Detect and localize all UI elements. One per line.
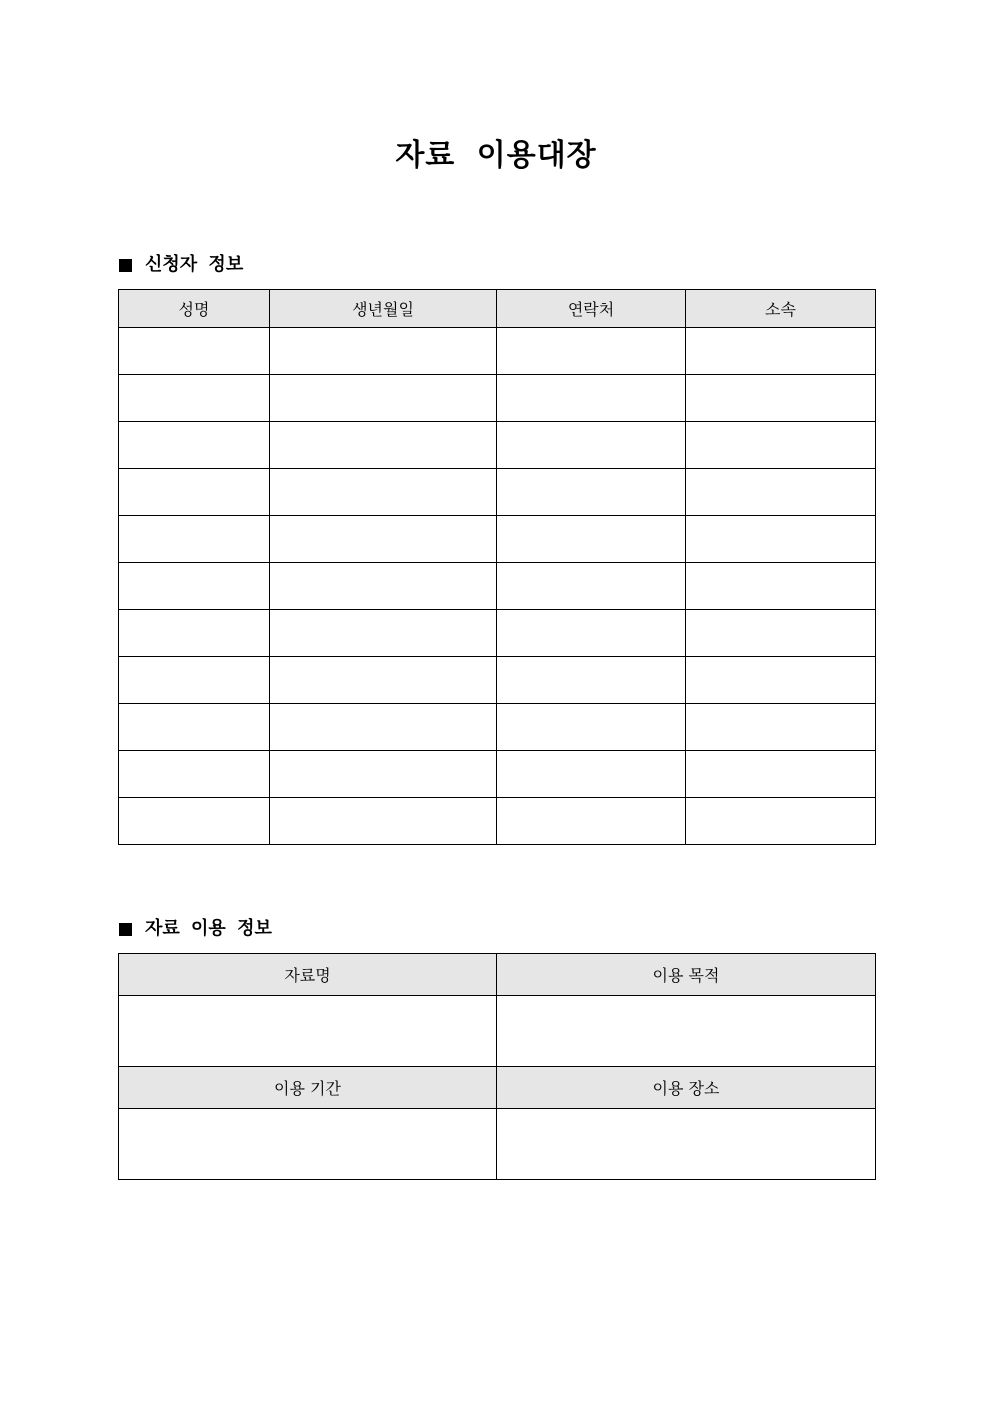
contact-cell[interactable] [497, 469, 686, 516]
usage-value-row [119, 1109, 876, 1180]
document-title: 자료 이용대장 [395, 138, 597, 173]
affiliation-cell[interactable] [686, 422, 876, 469]
affiliation-cell[interactable] [686, 328, 876, 375]
birthdate-cell[interactable] [270, 751, 497, 798]
name-cell[interactable] [119, 751, 270, 798]
birthdate-cell[interactable] [270, 704, 497, 751]
name-cell[interactable] [119, 422, 270, 469]
square-bullet-icon [119, 259, 132, 272]
usage-period-label: 이용 기간 [119, 1067, 497, 1109]
usage-section-heading-label: 자료 이용 정보 [145, 918, 272, 939]
table-row [119, 610, 876, 657]
usage-table [118, 953, 876, 1180]
usage-place-field[interactable] [497, 1109, 876, 1180]
table-row [119, 375, 876, 422]
name-cell[interactable] [119, 610, 270, 657]
name-cell[interactable] [119, 516, 270, 563]
birthdate-cell[interactable] [270, 422, 497, 469]
usage-section-heading [119, 917, 272, 941]
birthdate-cell[interactable] [270, 375, 497, 422]
table-row [119, 704, 876, 751]
name-cell[interactable] [119, 563, 270, 610]
contact-cell[interactable] [497, 422, 686, 469]
contact-cell[interactable] [497, 798, 686, 845]
contact-cell[interactable] [497, 328, 686, 375]
contact-cell[interactable] [497, 704, 686, 751]
column-header-affiliation: 소속 [686, 290, 876, 328]
birthdate-cell[interactable] [270, 798, 497, 845]
affiliation-cell[interactable] [686, 798, 876, 845]
affiliation-cell[interactable] [686, 375, 876, 422]
birthdate-cell[interactable] [270, 516, 497, 563]
name-cell[interactable] [119, 469, 270, 516]
material-name-field[interactable] [119, 996, 497, 1067]
applicant-table-header-row [119, 290, 876, 328]
table-row [119, 657, 876, 704]
applicant-section-heading [119, 253, 243, 277]
birthdate-cell[interactable] [270, 328, 497, 375]
column-header-birthdate: 생년월일 [270, 290, 497, 328]
usage-period-field[interactable] [119, 1109, 497, 1180]
name-cell[interactable] [119, 657, 270, 704]
contact-cell[interactable] [497, 751, 686, 798]
usage-label-row [119, 1067, 876, 1109]
applicant-table [118, 289, 876, 845]
affiliation-cell[interactable] [686, 610, 876, 657]
birthdate-cell[interactable] [270, 657, 497, 704]
usage-purpose-label: 이용 목적 [497, 954, 876, 996]
table-row [119, 563, 876, 610]
usage-purpose-field[interactable] [497, 996, 876, 1067]
birthdate-cell[interactable] [270, 469, 497, 516]
applicant-section-heading-label: 신청자 정보 [145, 254, 244, 275]
contact-cell[interactable] [497, 610, 686, 657]
name-cell[interactable] [119, 798, 270, 845]
affiliation-cell[interactable] [686, 469, 876, 516]
affiliation-cell[interactable] [686, 516, 876, 563]
name-cell[interactable] [119, 704, 270, 751]
column-header-name: 성명 [119, 290, 270, 328]
contact-cell[interactable] [497, 657, 686, 704]
affiliation-cell[interactable] [686, 563, 876, 610]
usage-value-row [119, 996, 876, 1067]
table-row [119, 328, 876, 375]
usage-label-row [119, 954, 876, 996]
column-header-contact: 연락처 [497, 290, 686, 328]
name-cell[interactable] [119, 328, 270, 375]
contact-cell[interactable] [497, 375, 686, 422]
contact-cell[interactable] [497, 563, 686, 610]
contact-cell[interactable] [497, 516, 686, 563]
table-row [119, 422, 876, 469]
table-row [119, 751, 876, 798]
name-cell[interactable] [119, 375, 270, 422]
affiliation-cell[interactable] [686, 751, 876, 798]
material-name-label: 자료명 [119, 954, 497, 996]
affiliation-cell[interactable] [686, 657, 876, 704]
usage-place-label: 이용 장소 [497, 1067, 876, 1109]
table-row [119, 798, 876, 845]
table-row [119, 469, 876, 516]
affiliation-cell[interactable] [686, 704, 876, 751]
birthdate-cell[interactable] [270, 610, 497, 657]
table-row [119, 516, 876, 563]
applicant-table-body [119, 328, 876, 845]
square-bullet-icon [119, 923, 132, 936]
birthdate-cell[interactable] [270, 563, 497, 610]
